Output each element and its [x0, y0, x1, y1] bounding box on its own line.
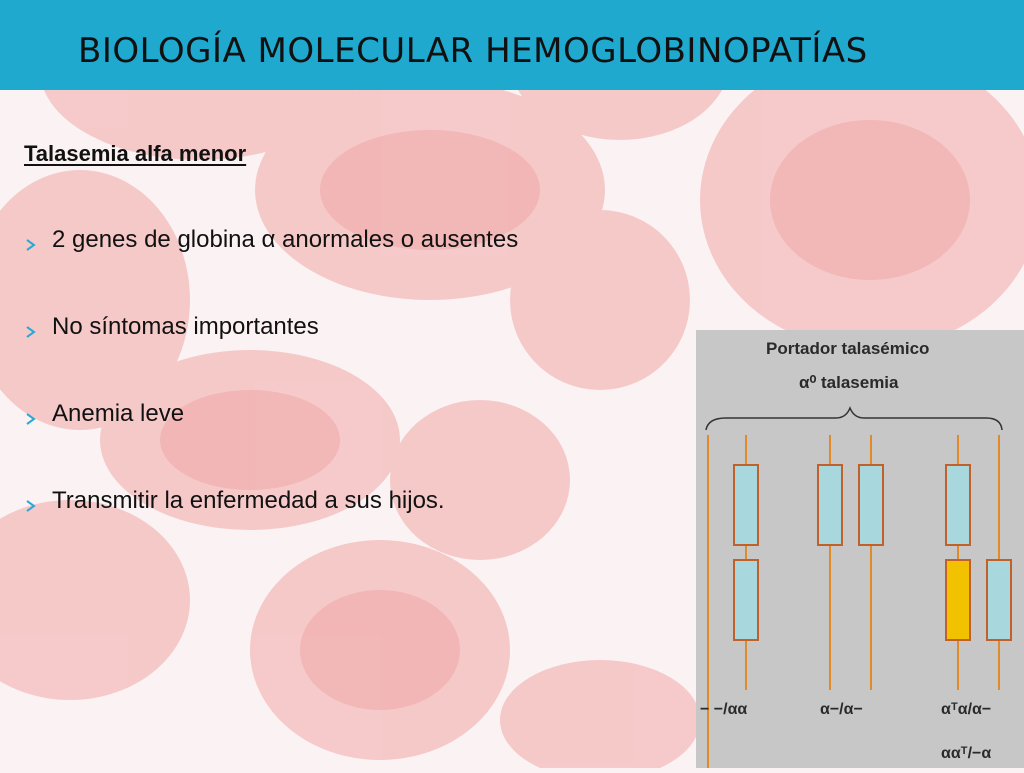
bullet-item [24, 487, 518, 574]
bullet-item [24, 313, 518, 400]
bullet-text: No síntomas importantes [52, 313, 319, 340]
bullet-text: 2 genes de globina α anormales o ausentes [52, 226, 519, 253]
title-bar [0, 0, 1024, 90]
mutant-gene-box [946, 560, 970, 640]
bullet-list [24, 226, 518, 574]
gene-box [818, 465, 842, 545]
arrow-bullet-icon [24, 313, 52, 346]
gene-box [734, 465, 758, 545]
gene-diagram [696, 330, 1024, 768]
bullet-text: Transmitir la enfermedad a sus hijos. [52, 487, 445, 514]
gene-box [734, 560, 758, 640]
gene-box [946, 465, 970, 545]
genotype-label: α−/α− [820, 701, 863, 718]
figure-group-label: α⁰ talasemia [799, 373, 899, 392]
genotype-label: αᵀα/α− [941, 701, 992, 718]
arrow-bullet-icon [24, 487, 52, 520]
gene-box [859, 465, 883, 545]
figure-heading: Portador talasémico [766, 339, 930, 358]
gene-box [987, 560, 1011, 640]
arrow-bullet-icon [24, 226, 52, 259]
brace-shape [706, 408, 1002, 430]
bullet-item [24, 400, 518, 487]
bullet-item [24, 226, 518, 313]
genotype-label: ααᵀ/−α [941, 745, 992, 762]
slide-subtitle: Talasemia alfa menor [24, 141, 247, 166]
arrow-bullet-icon [24, 400, 52, 433]
genotype-label: − −/αα [700, 701, 748, 718]
bullet-text: Anemia leve [52, 400, 185, 427]
slide-title: BIOLOGÍA MOLECULAR HEMOGLOBINOPATÍAS [78, 31, 868, 71]
